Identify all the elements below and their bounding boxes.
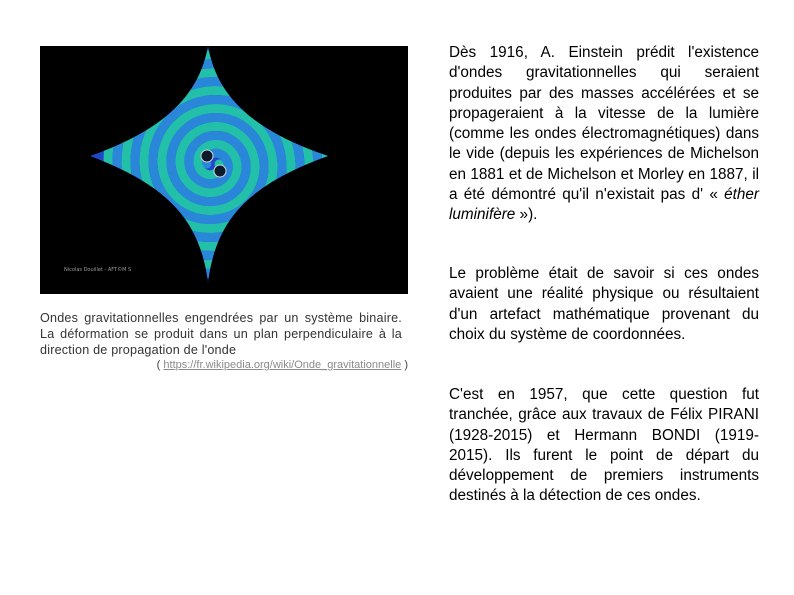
image-credit: Nicolas Douillet - AFT©M S <box>64 267 132 273</box>
spiral-wave-graphic <box>40 46 408 294</box>
source-link[interactable]: https://fr.wikipedia.org/wiki/Onde_gravitationnelle <box>163 359 402 371</box>
caption-source <box>40 359 408 371</box>
source-open-paren: ( <box>156 359 164 371</box>
mass-two <box>214 165 226 177</box>
mass-one <box>201 150 213 162</box>
paragraph-einstein-text: Dès 1916, A. Einstein prédit l'existence d'ondes gravitationnelles qui seraient produites par des masses accélérées et se propageraient à la vitesse de la lumière (comme les ondes électromagnétiques) dans le vide (depuis les expériences de Michelson en 1881 et de Michelson et Morley en 1887, il a été démontré qu'il n'existait pas d' « <box>449 44 759 204</box>
gravitational-wave-image <box>40 46 408 294</box>
paragraph-einstein <box>449 43 759 226</box>
paragraph-1957: C'est en 1957, que cette question fut tranchée, grâce aux travaux de Félix PIRANI (1928-2015) et Hermann BONDI (1919-2015). Ils furent le point de départ du développement de premiers instruments destinés à la détection de ces ondes. <box>449 386 759 505</box>
paragraph-einstein-end: »). <box>515 206 538 224</box>
source-close-paren: ) <box>401 359 408 371</box>
figure-caption: Ondes gravitationnelles engendrées par un système binaire. La déformation se produit dans un plan perpendiculaire à la direction de propagation de l'onde <box>40 311 402 357</box>
ether-term: éther luminifère <box>449 186 759 224</box>
paragraph-problem: Le problème était de savoir si ces ondes avaient une réalité physique ou résultaient d'un artefact mathématique provenant du choix du système de coordonnées. <box>449 265 759 343</box>
